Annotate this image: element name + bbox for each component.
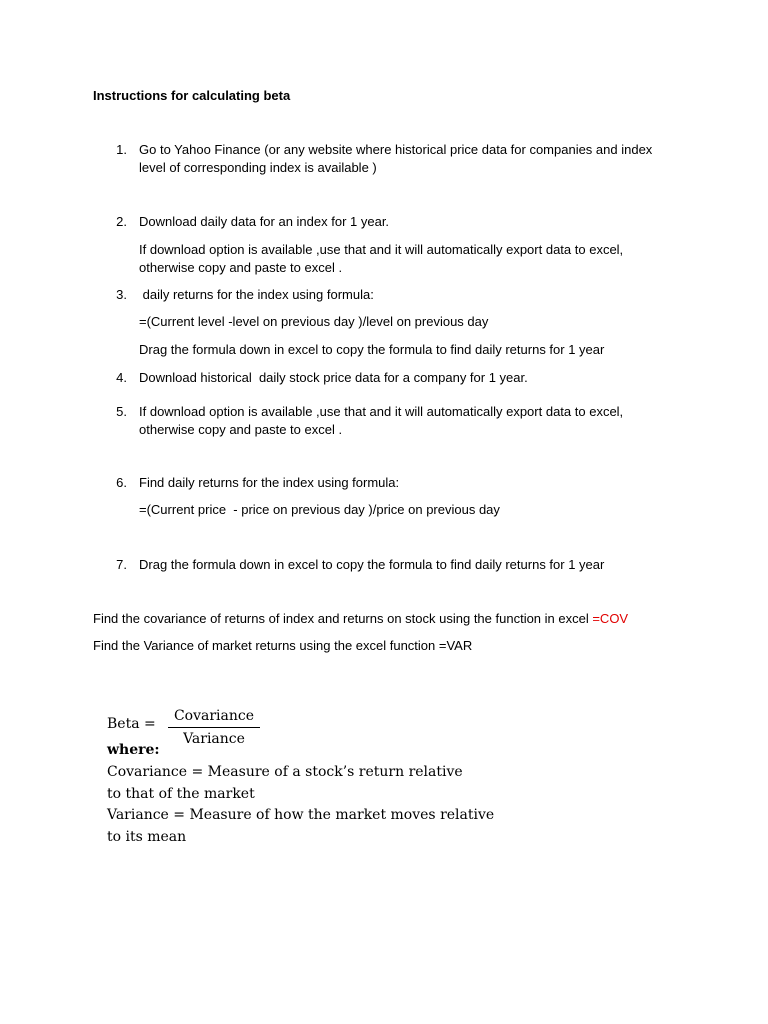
- step-5-text-line-2: otherwise copy and paste to excel .: [139, 422, 343, 437]
- formula-def-line-3: Variance = Measure of how the market moves relative: [107, 807, 495, 823]
- document-title: Instructions for calculating beta: [93, 88, 291, 103]
- covariance-instruction-text: Find the covariance of returns of index and returns on stock using the function in excel: [93, 611, 593, 626]
- formula-numerator: Covariance: [168, 706, 260, 728]
- step-4-text: Download historical daily stock price data for a company for 1 year.: [139, 370, 528, 385]
- step-3-note: Drag the formula down in excel to copy the formula to find daily returns for 1 year: [139, 342, 605, 357]
- step-3-number: 3.: [116, 287, 127, 302]
- step-5-text-line-1: If download option is available ,use that and it will automatically export data to excel,: [139, 404, 624, 419]
- cov-function-highlight: =COV: [592, 611, 629, 626]
- step-4-number: 4.: [116, 370, 127, 385]
- formula-lhs: Beta =: [107, 716, 156, 732]
- step-1-number: 1.: [116, 142, 127, 157]
- step-2-note-line-2: otherwise copy and paste to excel .: [139, 260, 343, 275]
- step-6-number: 6.: [116, 475, 127, 490]
- step-1-text-line-1: Go to Yahoo Finance (or any website where historical price data for companies and index: [139, 142, 653, 157]
- formula-def-line-1: Covariance = Measure of a stock’s return relative: [107, 764, 463, 780]
- step-6-formula: =(Current price - price on previous day )/price on previous day: [139, 502, 500, 517]
- step-3-formula: =(Current level -level on previous day )/level on previous day: [139, 314, 489, 329]
- step-1-text-line-2: level of corresponding index is available ): [139, 160, 377, 175]
- step-6-text: Find daily returns for the index using formula:: [139, 475, 400, 490]
- formula-def-line-2: to that of the market: [107, 786, 255, 802]
- variance-instruction: Find the Variance of market returns using the excel function =VAR: [93, 638, 473, 653]
- formula-denominator: Variance: [183, 731, 245, 747]
- covariance-instruction: [93, 610, 628, 628]
- step-7-number: 7.: [116, 557, 127, 572]
- step-2-text: Download daily data for an index for 1 year.: [139, 214, 390, 229]
- step-3-text: daily returns for the index using formula:: [139, 287, 374, 302]
- formula-def-line-4: to its mean: [107, 829, 187, 845]
- formula-fraction: [168, 706, 260, 749]
- formula-where-label: where:: [107, 742, 160, 758]
- step-5-number: 5.: [116, 404, 127, 419]
- step-2-number: 2.: [116, 214, 127, 229]
- step-7-text: Drag the formula down in excel to copy the formula to find daily returns for 1 year: [139, 557, 605, 572]
- step-2-note-line-1: If download option is available ,use that and it will automatically export data to excel,: [139, 242, 624, 257]
